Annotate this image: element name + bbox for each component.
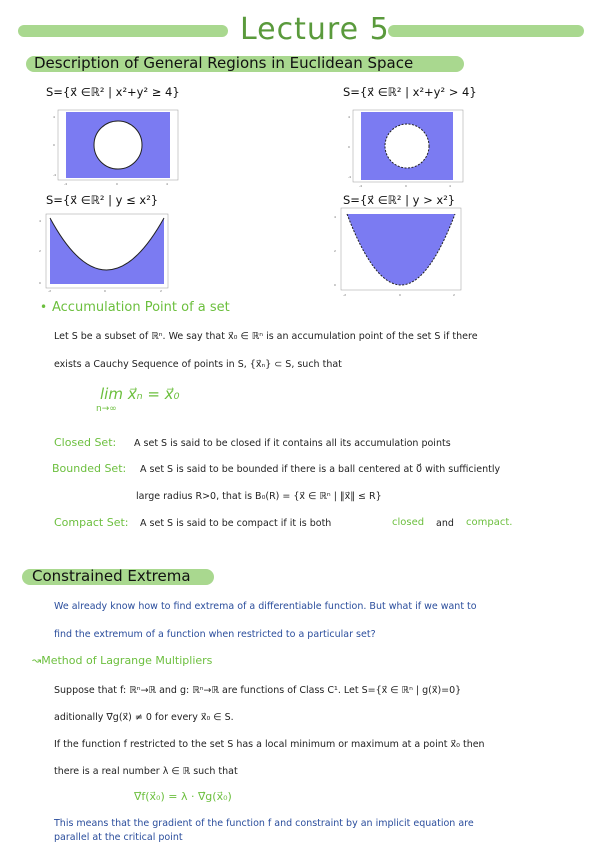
compact-closed-word: closed xyxy=(392,517,425,528)
bounded-set-label: Bounded Set: xyxy=(52,462,127,475)
svg-text:4: 4 xyxy=(348,115,350,119)
plot-below-parabola xyxy=(38,212,172,294)
svg-text:0: 0 xyxy=(104,289,106,293)
svg-text:4: 4 xyxy=(449,184,451,188)
limit-expression: lim x⃗ₙ = x⃗₀ xyxy=(100,385,180,403)
svg-text:4: 4 xyxy=(39,219,41,223)
svg-text:0: 0 xyxy=(405,184,407,188)
paragraph-line3: If the function f restricted to the set S has a local minimum or maximum at a point x⃗₀ then xyxy=(54,739,485,750)
svg-text:-4: -4 xyxy=(53,173,56,177)
set3-definition: S={x⃗ ∈ℝ² | y ≤ x²} xyxy=(46,193,159,207)
compact-compact-word: compact. xyxy=(466,517,513,528)
svg-text:-4: -4 xyxy=(348,175,351,179)
accumulation-line1: Let S be a subset of ℝⁿ. We say that x⃗₀ ∈ ℝⁿ is an accumulation point of the set S if there xyxy=(54,331,478,342)
compact-set-text: A set S is said to be compact if it is both xyxy=(140,518,332,529)
section2-heading: Constrained Extrema xyxy=(32,567,191,585)
set4-definition: S={x⃗ ∈ℝ² | y > x²} xyxy=(343,193,456,207)
plot-above-parabola xyxy=(333,206,465,298)
bounded-set-text1: A set S is said to be bounded if there is a ball centered at 0⃗ with sufficiently xyxy=(140,464,501,475)
svg-text:0: 0 xyxy=(348,145,350,149)
plot-closed-annulus xyxy=(52,108,188,188)
svg-text:2: 2 xyxy=(160,289,162,293)
method-heading: ↝Method of Lagrange Multipliers xyxy=(32,654,213,667)
svg-text:-2: -2 xyxy=(48,289,51,293)
svg-text:0: 0 xyxy=(399,293,401,297)
closed-set-text: A set S is said to be closed if it contains all its accumulation points xyxy=(134,438,451,449)
compact-and-word: and xyxy=(436,518,454,529)
svg-text:4: 4 xyxy=(334,215,336,219)
lagrange-formula: ∇⃗f(x⃗₀) = λ · ∇⃗g(x⃗₀) xyxy=(134,790,232,803)
svg-text:0: 0 xyxy=(53,143,55,147)
svg-text:0: 0 xyxy=(39,281,41,285)
page-title: Lecture 5 xyxy=(240,12,390,47)
svg-text:-4: -4 xyxy=(64,182,67,186)
svg-text:4: 4 xyxy=(166,182,168,186)
paragraph-line2: aditionally ∇⃗g(x⃗) ≠ 0 for every x⃗₀ ∈ S. xyxy=(54,712,234,723)
title-bar-right xyxy=(388,25,584,37)
svg-text:2: 2 xyxy=(39,249,41,253)
accumulation-line2: exists a Cauchy Sequence of points in S, {x⃗ₙ} ⊂ S, such that xyxy=(54,359,342,370)
intro-line1: We already know how to find extrema of a differentiable function. But what if we want to xyxy=(54,601,477,612)
bounded-set-text2: large radius R>0, that is B₀(R) = {x⃗ ∈ ℝⁿ | ‖x⃗‖ ≤ R} xyxy=(136,491,382,502)
svg-text:2: 2 xyxy=(453,293,455,297)
plot-open-annulus xyxy=(347,108,469,190)
section1-heading: Description of General Regions in Euclidean Space xyxy=(34,54,414,72)
title-bar-left xyxy=(18,25,228,37)
accumulation-heading: Accumulation Point of a set xyxy=(52,300,230,315)
paragraph-line1: Suppose that f: ℝⁿ→ℝ and g: ℝⁿ→ℝ are functions of Class C¹. Let S={x⃗ ∈ ℝⁿ | g(x⃗)=0} xyxy=(54,685,462,696)
conclusion-line2: parallel at the critical point xyxy=(54,832,183,843)
conclusion-line1: This means that the gradient of the function f and constraint by an implicit equation are xyxy=(54,818,474,829)
svg-text:4: 4 xyxy=(53,115,55,119)
svg-text:-4: -4 xyxy=(359,184,362,188)
compact-set-label: Compact Set: xyxy=(54,516,129,529)
svg-text:0: 0 xyxy=(334,283,336,287)
closed-set-label: Closed Set: xyxy=(54,436,117,449)
bullet-dot: • xyxy=(40,300,48,314)
paragraph-line4: there is a real number λ ∈ ℝ such that xyxy=(54,766,238,777)
limit-subscript: n→∞ xyxy=(96,404,117,414)
set1-definition: S={x⃗ ∈ℝ² | x²+y² ≥ 4} xyxy=(46,85,180,99)
svg-text:0: 0 xyxy=(116,182,118,186)
svg-text:-2: -2 xyxy=(343,293,346,297)
svg-text:2: 2 xyxy=(334,249,336,253)
set2-definition: S={x⃗ ∈ℝ² | x²+y² > 4} xyxy=(343,85,477,99)
intro-line2: find the extremum of a function when restricted to a particular set? xyxy=(54,629,376,640)
